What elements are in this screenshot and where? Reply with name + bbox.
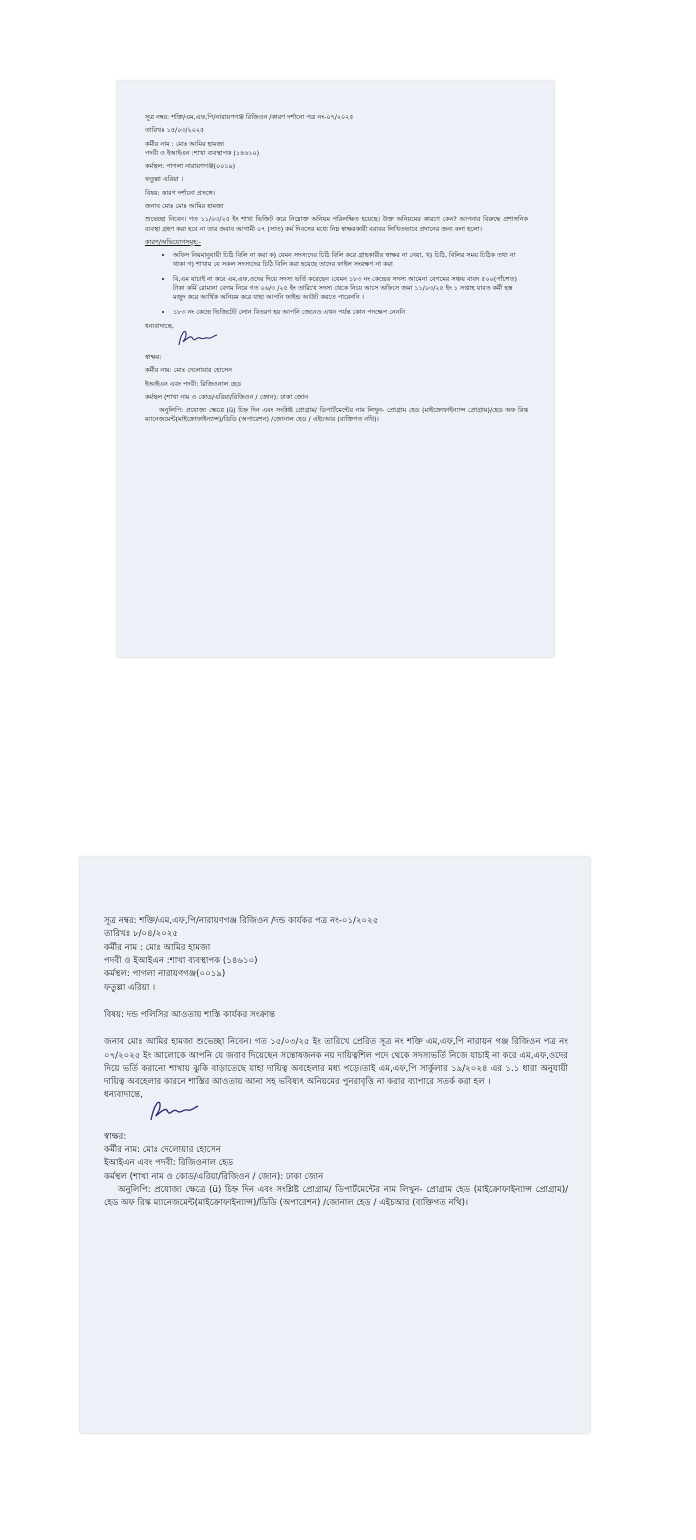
employee-name: কর্মীর নাম : মোঃ আমির হামজা xyxy=(104,942,211,953)
signer-designation: ইআইএন এবং পদবী: রিজিওনাল হেড xyxy=(145,379,241,388)
employee-area: ফতুল্লা এরিয়া । xyxy=(145,175,184,184)
employee-workplace: কর্মস্থল: পাগলা নারায়ণগঞ্জ(০০১৯) xyxy=(104,969,226,980)
penalty-letter xyxy=(80,857,590,1433)
employee-name: কর্মীর নাম : মোঃ আমির হামজা xyxy=(145,139,224,148)
signature-label: স্বাক্ষর: xyxy=(145,353,162,362)
list-item: • ১৮৩ নং কেন্দ্রে ভিজিটেট লোন বিতরণ হয় আপনি জেনেও এখন পর্যন্ত কোন পদক্ষেপ নেননি xyxy=(173,308,528,317)
letter-date: তারিখঃ ১৫/০৩/২০২৫ xyxy=(145,126,205,135)
carbon-copy-note: অনুলিপি: প্রযোজ্য ক্ষেত্রে (ü) চিহ্ন দিন এবং সংশ্লিষ্ট প্রোগ্রাম/ ডিপার্টমেন্টের নাম লিখুন- প্রোগ্রাম হেড (মাইক্রোফাইন্যান্স প্রোগ্রাম)/হেড অফ রিস্ক ম্যানেজমেন্ট(মাইক্রোফাইন্যান্স)/ডিডি (অপারেশন) /জোনাল হেড / এইচআর (ব্যক্তিগত নথি)। xyxy=(104,1185,568,1209)
closing: ধন্যবাদান্তে, xyxy=(145,321,174,330)
show-cause-letter xyxy=(117,81,554,657)
salutation: জনাব মোঃ মোঃ আমির হামজা xyxy=(145,201,224,210)
signer-name: কর্মীর নাম: মোঃ দেলোয়ার হোসেন xyxy=(104,1145,221,1156)
allegations-list xyxy=(145,251,528,317)
carbon-copy-note: অনুলিপি: প্রযোজ্য ক্ষেত্রে (ü) চিহ্ন দিন এবং সংশ্লিষ্ট প্রোগ্রাম/ ডিপার্টমেন্টের নাম লিখুন- প্রোগ্রাম হেড (মাইক্রোফাইন্যান্স প্রোগ্রাম)/হেড অফ রিস্ক ম্যানেজমেন্ট(মাইক্রোফাইন্যান্স)/ডিডি (অপারেশন) /জোনাল হেড / এইচআর (ব্যক্তিগত নথি)। xyxy=(145,406,528,424)
signature-label: স্বাক্ষর: xyxy=(104,1131,127,1142)
letter-subject: বিষয়: কারণ দর্শানো প্রসঙ্গে। xyxy=(145,188,215,197)
employee-area: ফতুল্লা এরিয়া । xyxy=(104,982,156,993)
signer-workplace: কর্মস্থল (শাখা নাম ও কোড/এরিয়া/রিজিওন / জোন): ঢাকা জোন xyxy=(104,1171,324,1182)
letter-body: শুভেচ্ছা নিবেন। গত ১১/০৩/২৫ ইং শাখা ভিজিট করে নিম্নোক্ত অনিয়ম পরিলক্ষিত হয়েছে। উক্ত অনিয়মের কারণে কেন? আপনার বিরুদ্ধে প্রশাসনিক ব্যবস্থা গ্রহণ করা হবে না তার জবাব আগামী ০৭ (সাত) কর্ম দিবসের মধ্যে নিম্ন স্বাক্ষরকারী বরাবর লিখিতভাবে প্রদানের জন্য বলা হলো। xyxy=(145,215,528,233)
letter-body: জনাব মোঃ আমির হামজা শুভেচ্ছা নিবেন। গত ১৫/০৩/২৫ ইং তারিখে প্রেরিত সূত্র নং শক্তি এম,এফ,পি নারায়ন গঞ্জ রিজিওন পত্র নং ০৭/২০২৫ ইং আলোকে আপনি যে জবাব দিয়েছেন সন্তোষজনক নয় দায়িত্বশিল পদে থেকে সদস্যভর্তি নিজে যাচাই না করে এম,এফ,ওদের দিয়ে ভর্তি করানো শাখায় ঝুকি বাড়াতেছে যাহা দায়িত্ব অবহেলার মধ্য পড়ে।তাই এম,এফ,পি সার্কুলার ১৯/২০২৪ এর ১.১ ধারা অনুযায়ী দায়িত্ব অবহেলার কারনে শাস্তির আওতায় আনা সহ ভবিষ্যৎ অনিয়মের পুনরাবৃত্তি না করার ব্যাপারে সতর্ক করা হল । xyxy=(104,1037,568,1088)
list-item: • অফিস নিয়মানুযায়ী চিঠি বিলি না করা ক) যেমন সদস্যদের চিঠি বিলি করে গ্রাহকারীর স্বাক্ষর না নেয়া, খ) চিঠি, বিলির সময় চিঠিক তথ্য না থাকা গ) শাখায় যে সকল সদস্যদের চিঠি বিলি করা হয়েছে তাদের ফাইল সংরক্ষণ না করা xyxy=(173,251,528,270)
letter-date: তারিখঃ ৮/০৪/২০২৫ xyxy=(104,929,178,940)
list-item: • বি,এম যাচাই না করে এম,এফ,ওদের দিয়ে সদস্য ভর্তি করেছেন ।যেমন ১৮৩ নং কেন্দ্রের সদস্য আমেনা বেগমের সঞ্চয় বাবদ ৫০০(পাঁচশত) টাকা কর্মি রোমানা বেগম নিয়ে গত ০৬/৩ /২৫ ইং তারিখে সদস্য থেকে নিয়ে আসে অফিসে জমা ১১/০৩/২৫ ইং ১ সপ্তাহ যাবত কর্মী হস্ত মজুদ করে আর্থিক অনিয়ম করে যাহা আপনি ফাইন্ড আউট করতে পারেননি । xyxy=(173,275,528,303)
closing: ধন্যবাদান্তে, xyxy=(104,1090,143,1101)
employee-designation: পদবী ও ইআইএন :শাখা ব্যবস্থাপক (১৪৬১০) xyxy=(145,148,260,157)
handwritten-signature xyxy=(145,331,528,353)
signer-name: কর্মীর নাম: মোঃ দেলোয়ার হোসেন xyxy=(145,366,232,375)
signer-designation: ইআইএন এবং পদবী: রিজিওনাল হেড xyxy=(104,1158,234,1169)
employee-workplace: কর্মস্থল: পাগলা নারায়ণগঞ্জ(০০১৯) xyxy=(145,162,236,171)
employee-designation: পদবী ও ইআইএন :শাখা ব্যবস্থাপক (১৪৬১০) xyxy=(104,955,258,966)
allegations-heading: কারণ/অভিযোগসমূহ:- xyxy=(145,237,201,246)
signer-workplace: কর্মস্থল (শাখা নাম ও কোড/এরিয়া/রিজিওন / জোন): ঢাকা জোন xyxy=(145,392,309,401)
reference-number: সূত্র নম্বর: শক্তি/এম,এফ,পি/নারায়ণগঞ্জ রিজিওন /দন্ড কার্যকর পত্র নং-০১/২০২৫ xyxy=(104,916,379,926)
reference-number: সূত্র নম্বর: শক্তি/এম,এফ,পি/নারায়ণগঞ্জ রিজিওন /কারণ দর্শানো পত্র নং-০৭/২০২৫ xyxy=(145,113,354,121)
letter-subject: বিষয়: দন্ড পলিসির আওতায় শাস্তি কার্যকর সংক্রান্ত xyxy=(104,1009,275,1020)
handwritten-signature xyxy=(104,1103,568,1131)
